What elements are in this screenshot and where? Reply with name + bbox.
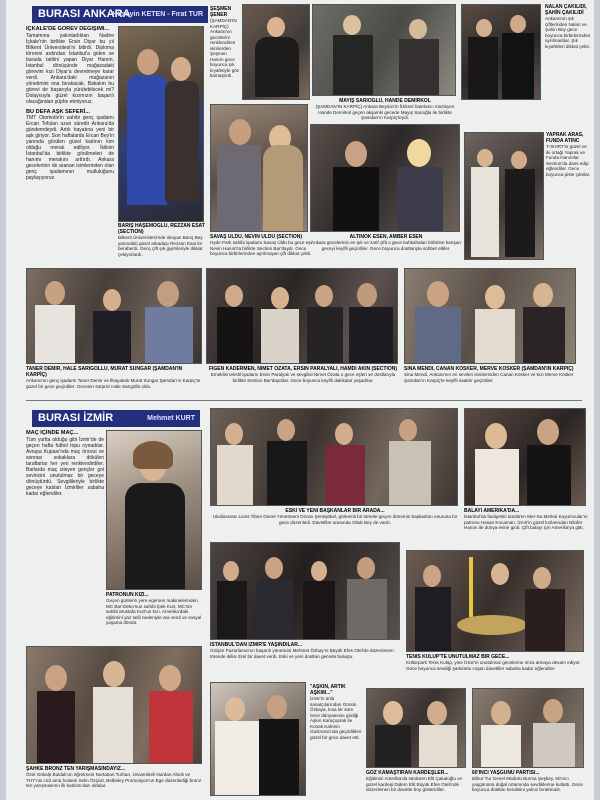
bronz-ten-photo bbox=[26, 646, 202, 764]
izmir-byline: Mehmet KURT bbox=[147, 415, 195, 422]
sesmen-caption: ŞEŞMEN ŞENER (ŞAMDAN'IN KARPİÇ) Ankara'nın gecelerini renklendiren isimlerden Şeşmen Hanım gece boyunca şık kıyafetiyle göz kamaştırdı. bbox=[210, 6, 240, 78]
eski-yeni-baskanlar-photo bbox=[210, 408, 458, 506]
taner-hale-murat-photo bbox=[26, 268, 202, 364]
goz-kamastiran-photo bbox=[366, 688, 466, 768]
izmir-banner-title: BURASI İZMİR bbox=[38, 412, 114, 424]
altinok-amber-caption: ALTINOK ESEN, AMBER ESEN Ankara gecelerinin en şık ve zarif çifti o gece kahkahaları birbirine karışan geceyi keyifli geçirdiler. Gece boyunca dostlarıyla sohbet ettiler. bbox=[311, 234, 461, 251]
mayis-hande-photo bbox=[312, 4, 456, 96]
barish-rezzan-photo bbox=[118, 26, 204, 222]
ankara-article2-headline: BU DEFA AŞK SEFERİ... bbox=[26, 108, 90, 115]
yasgunu-partisi-photo bbox=[472, 688, 584, 768]
ankara-banner-title: BURASI ANKARA bbox=[38, 8, 131, 20]
patronun-kizi-photo bbox=[106, 430, 202, 590]
istanbuldan-izmire-caption: İSTANBUL'DAN İZMİR'E YAŞINDILAR... Girişim Pazarlama'nın başarılı yöneticisi Mehmet Özbay'ın Büyük Efes Otel'de düzenlenen törende ikilisi özel bir davet verdi. Eski ve yeni dostları gecede buluştu. bbox=[210, 642, 394, 659]
balayi-amerika-caption: BALAYI AMERİKA'DA... İstanbul'da faaliyetini sürdüren Mer-Sa Merkul Kuyumcular'ın patronu Hasan Kocaman, İzmir'in güzel kızlarından Nilüfer Hanım ile dünya evine girdi. Çift balayı için Amerika'ya gitti. bbox=[464, 508, 588, 530]
sina-canan-merve-photo bbox=[404, 268, 576, 364]
ankara-byline: Hüseyin KETEN - Fırat TUR bbox=[112, 11, 203, 18]
askin-askim-photo bbox=[210, 682, 306, 796]
mayis-hande-caption: MAYIŞ SARIOĞLU, HANDE DEMİRKOL (ŞAMDAN'IN KARPİÇ) Ankara Beyinin'in fiziksel hatırlatıcı müzisyen Hande Demirkol geçen akşamki gecede Mayış Sarıoğlu ile birlikte Şamdan'ın Karpiç'teydi. bbox=[315, 98, 455, 120]
istanbuldan-izmire-photo bbox=[210, 542, 400, 640]
ankara-article-column bbox=[26, 26, 114, 264]
ankara-article1-body: Tamamına yakınladıktan Nadire İçkale'nin birlikte Ersin Diyar bu yıl Bilkent Üniversitesi'ni bitirdi. Diploma törenini ardından İstanbul'a giden ve burada tatilini yapan Diyar Hanım, İstanbul dönüşünde mağazadaki görevini kızı Diyar'a devretmeye karar verdi. Ankara'daki mağazanın yönetimini ona bırakacak. Bakalım bu görevi de başarıyla yürütebilecek mi? Dolayısıyla güzel kızımızın başarılı olacağından şüphe etmiyoruz. bbox=[26, 32, 114, 105]
figen-nimet-ersin-hamdi-caption: FİGEN KADERMEN, NİMET ÖZATA, ERSİN PARALYALI, HAMDİ AKIN (SECTION) Emeklisi tekstil işadamı Ersin Paralyalı ve sevgilisi Nimet Özata o gece eşleri ve dostlarıyla birlikte Section Bar'daydılar. Gece boyunca keyifli dakikalar yaşadılar. bbox=[208, 366, 398, 383]
sina-canan-merve-caption: SİNA MENDİ, CANAN KÖSKER, MERVE KÖSKER (ŞAMDAN'IN KARPİÇ) Sina Mendi, Ankara'nın en sevilen isimlerinden Canan Kösker ve kızı Merve Kösker Şamdan'ın Karpiç'te keyifli saatler geçirdiler. bbox=[404, 366, 574, 383]
nalan-sahin-caption: NALAN ÇAKILIDİ, ŞAHİN ÇAKILIDİ Ankara'nın şık çiftlerinden Nalan ve Şahin Bey gece boyunca birbirlerinden ayrılmadılar. Şık kıyafetleri dikkat çekti. bbox=[545, 4, 591, 49]
patronun-kizi-caption: PATRONUN KIZI... Geçen günlerin yere egemen makinelerinden MC Bar-Deko'nun sahibi İpek Kurt, MC'nin sahibi Mustafa Kurt'un kızı. Amerika'daki eğitimini yaz tatili nedeniyle ara verdi ve sosyal yaşama döndü. bbox=[106, 592, 202, 625]
bronz-ten-caption: ŞAHKE BRONZ TEN YARIŞMASINDAYIZ... Özel Gökalp Bulduk'un öğretmeni Nurtaban Turhan, Üniversiteli Nurdan Altıok ve THY'nin cicil ama hostesi Selin Özçivit, Belbeley Promosyon'un Ege düzenlediği bronz ten yarışmasının ilk katılımcıları oldular. bbox=[26, 766, 202, 788]
savas-nevin-photo bbox=[210, 104, 308, 232]
tenis-kulup-caption: TENİS KULÜP'TE UNUTULMAZ BİR GECE... Kültürpark Tenis Kulüp, yine İzmir'in unutulmaz gecelerine imza atmaya devam ediyor. Gece boyunca sevdiği şarkılarla coşan davetliler sabaha kadar eğlendiler. bbox=[406, 654, 581, 671]
yasgunu-partisi-caption: 60'INCI YAŞGÜNÜ PARTİSİ... Bilkur Tur Genel Müdürü Burma Şeşbey, 60'ıncı yaşgününü doğal ortamında sevdiklerine kutlattı. Gece boyunca dostları kendisini yalnız bırakmadı. bbox=[472, 770, 583, 792]
sesmen-photo bbox=[242, 4, 310, 100]
nalan-sahin-photo bbox=[461, 4, 541, 100]
izmir-section-banner bbox=[32, 410, 200, 427]
barish-rezzan-caption: BARIŞ HAŞEMOĞLU, REZZAN ESAT (SECTION) Bilkent Üniversitesi'nde okuyan Barış Bey yanındaki güzel arkadaşı Rezzan Esat ile beraberdi. Genç çift şık giyimleriyle dikkat çekiyorlardı. bbox=[118, 223, 205, 257]
izmir-article-column bbox=[26, 430, 104, 640]
newspaper-page bbox=[6, 0, 594, 800]
eski-yeni-baskanlar-caption: ESKİ VE YENİ BAŞKANLAR BİR ARADA... Uluslararası Lions Tiberi Genel Yönetmeni Ozcan Şeneşökel, görkemli bir törenle geçen dönemin başkanları onuruna bir gece düzenledi. Davetliler arasında Oltuk Bey de vardı. bbox=[212, 508, 458, 525]
figen-nimet-ersin-hamdi-photo bbox=[206, 268, 398, 364]
section-divider bbox=[26, 400, 582, 401]
taner-hale-murat-caption: TANER DEMİR, HALE SARIGÖLLÜ, MURAT SUNGAR (ŞAMDAN'IN KARPİÇ) Ankara'nın genç işadamı Taner Demir ve İlkayakalı Murat Sungar Şamdan'ın Karpiç'te güzel bir gece geçirdiler. Gecenin sürprizi Hale Sarıgöllü oldu. bbox=[26, 366, 201, 389]
askin-askim-caption: "AŞKIN, ARTIK AŞKIM..." İzmir'in ünlü sanatçılarından Günün Özkaya, kısa bir süre önce dünyaevine girdiği Aşkın Karaçoprak ile Konak Kafenin Gazinosu'nda geçirdikleri güzel bir gece davet etti. bbox=[310, 684, 362, 740]
balayi-amerika-photo bbox=[464, 408, 586, 506]
tenis-kulup-photo bbox=[406, 550, 584, 652]
izmir-article1-headline: MAÇ İÇİNDE MAÇ... bbox=[26, 430, 79, 436]
ankara-article2-body: TMT Otomotiv'in sahibi genç işadamı Ercan Tofulan uzun süredir Ankara'da gündemdeydi. Artık hayatına yeni bir aşk giriyor. Son haftalarda Ercan Bey'in yanında görülen güzel kadının kim olduğu merak ediliyor. İkilinin İstanbul'da birlikte görülmeleri de hanımı merakını arttırdı. Ankara gecelerinin de aranan isimlerinden olan genç işadamının mutluluğunu paylaşıyoruz. bbox=[26, 115, 114, 181]
ankara-article1-headline: İÇKALE'DE GÖREV DEĞİŞİMİ... bbox=[26, 26, 110, 32]
savas-nevin-caption: SAVAŞ ÜLDÜ, NEVİN ÜLDÜ (SECTION) Hyde Park sahibi işadamı Savaş Üldü bu gece eşi Nevin Hanım'la birlikte Section Bar'daydı. Gece boyunca birbirlerinden ayrılmayan çift dikkat çekti. bbox=[210, 234, 312, 256]
yaprak-funda-caption: YAPRAK ARAS, FUNDA ATINC T-SHIRT'in güzel ve iki ortağı Yaprak ve Funda Hanımlar Section'da dans edip eğlendiler. Gece boyunca piste çıktılar. bbox=[546, 132, 591, 177]
altinok-amber-photo bbox=[310, 124, 460, 232]
izmir-article1-body: Tüm yurtta olduğu gibi İzmir'de de geçen hafta futbol topu oynadılar. Avrupa Kupası'nda maç öncesi ve sonrası sokaklara dökülen taraftarlar her yeri renklendirdiler. Barlarda maç izleyen gençler gol sevincini unutulmaz bir geceye dönüştürdü. Sevgilileriyle birlikte geceye katılan İzmirliler sabaha kadar eğlendiler. bbox=[26, 436, 104, 497]
ankara-section-banner bbox=[32, 6, 208, 23]
yaprak-funda-photo bbox=[464, 132, 544, 260]
goz-kamastiran-caption: GÖZ KAMAŞTIRAN KARDEŞLER... Eğitimini Amerika'da sürdüren Elit Çakaloğlu ve güzel kardeşi Didem Elit Büyük Efes Oteli'nde düzenlenen bir davette boy gösterdiler. bbox=[366, 770, 463, 792]
